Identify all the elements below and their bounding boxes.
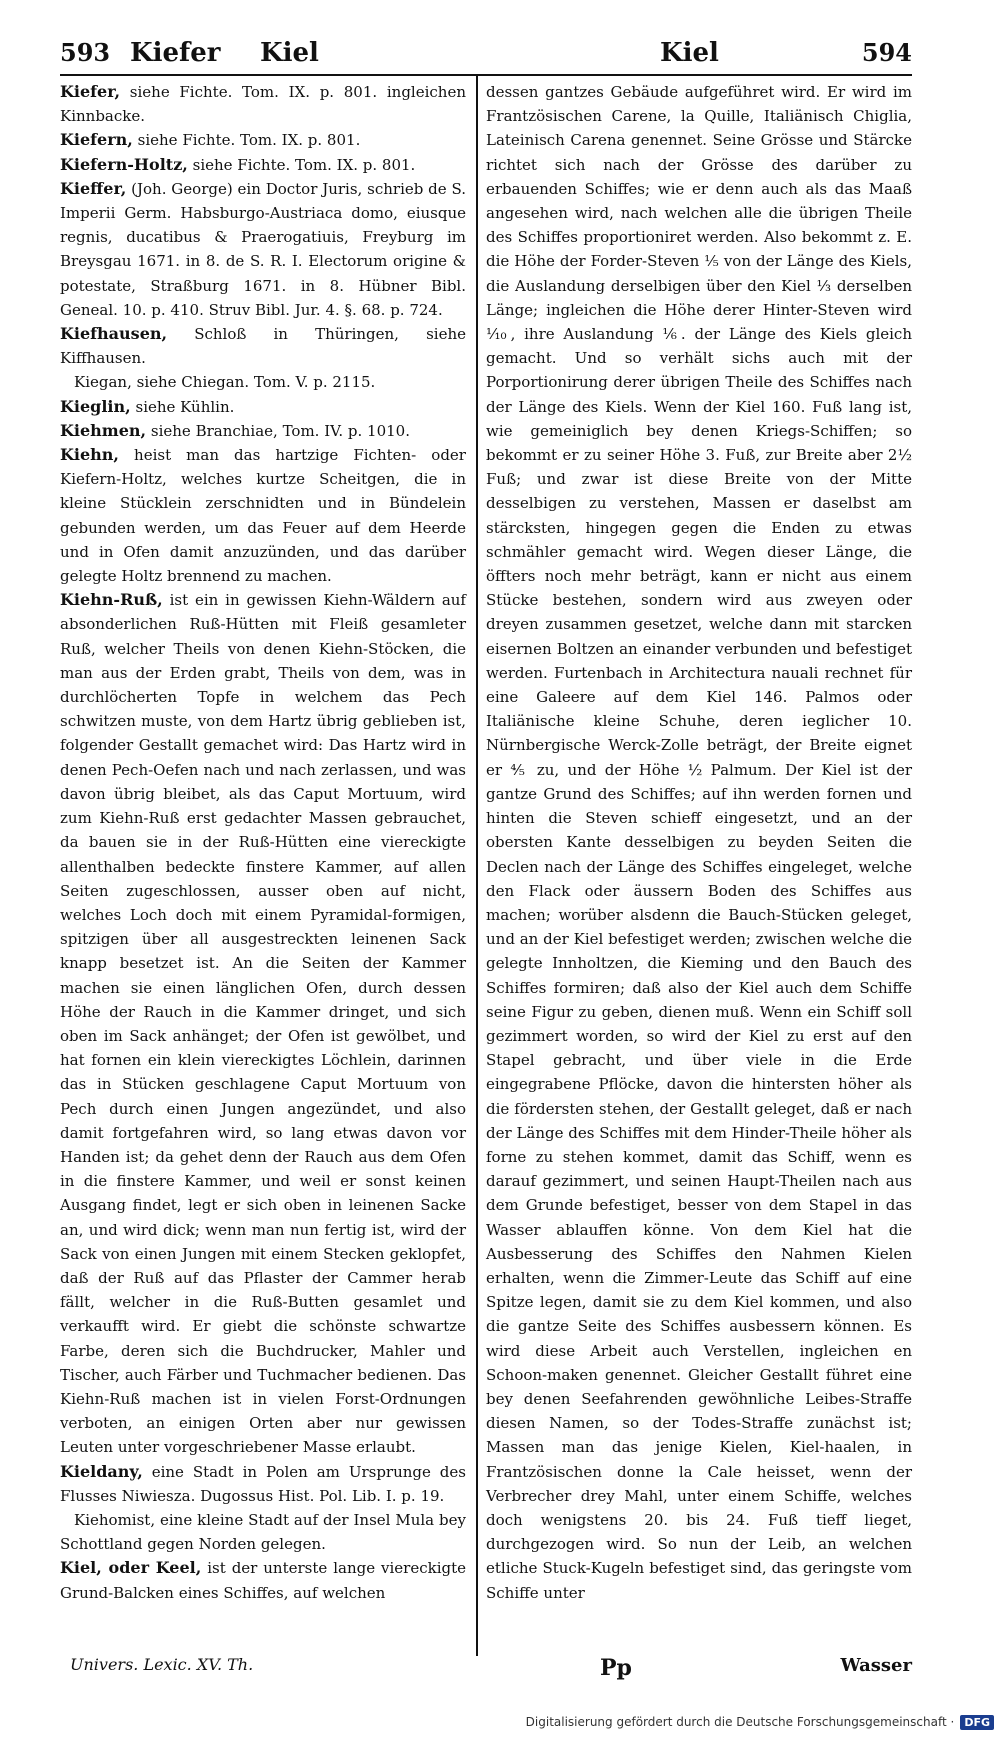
dictionary-entry bbox=[60, 322, 466, 370]
entry-text: Kiehomist, eine kleine Stadt auf der Insel Mula bey Schottland gegen Norden gelegen. bbox=[60, 1510, 466, 1554]
dictionary-entry bbox=[60, 80, 466, 128]
column-divider bbox=[476, 76, 478, 1656]
source-note: Univers. Lexic. XV. Th. bbox=[70, 1655, 254, 1674]
dfg-logo: DFG bbox=[960, 1715, 994, 1730]
dictionary-entry bbox=[60, 588, 466, 1459]
entry-lemma: Kieffer, bbox=[60, 178, 127, 198]
entry-text: eine Stadt in Polen am Ursprunge des Flusses Niwiesza. Dugossus Hist. Pol. Lib. I. p. 19. bbox=[60, 1462, 466, 1505]
entry-text: heist man das hartzige Fichten- oder Kiefern-Holtz, welches kurtze Scheitgen, die in kleine Stücklein zerschnidten und in Bündelein gebunden werden, um das Feuer auf dem Heerde und in Ofen damit anzuzünden, und das darüber gelegte Holtz brennend zu machen. bbox=[60, 446, 466, 586]
entry-lemma: Kiefern, bbox=[60, 130, 133, 150]
dictionary-entry bbox=[486, 80, 912, 1605]
entry-lemma: Kiel, oder Keel, bbox=[60, 1558, 202, 1578]
header-rule bbox=[60, 74, 912, 76]
entry-text: siehe Fichte. Tom. IX. p. 801. ingleichen Kinnbacke. bbox=[60, 83, 466, 126]
page-number-left: 593 bbox=[60, 38, 111, 67]
entry-text: dessen gantzes Gebäude aufgeführet wird. Er wird im Frantzösischen Carene, la Quille, Italiänisch Chiglia, Lateinisch Carena genennet. Seine Grösse und Stärcke richtet sich nach der Grösse des darüber zu erbauenden Schiffes; wie er denn auch als das Maaß angesehen wird, nach welchen alle die übrigen Theile des Schiffes proportioniret werden. Also bekommt z. E. die Höhe der Forder-Steven ⅕ von der Länge des Kiels, die Auslandung derselbigen über den Kiel ⅓ derselben Länge; ingleichen die Höhe derer Hinter-Steven wird ⅒, ihre Auslandung ⅙. der Länge des Kiels gleich gemacht. Und so verhält sichs auch mit der Porportionirung derer übrigen Theile des Schiffes nach der Länge des Kiels. Wenn der Kiel 160. Fuß lang ist, wie gemeiniglich bey denen Kriegs-Schiffen; so bekommt er zu seiner Höhe 3. Fuß, zur Breite aber 2½ Fuß; und zwar ist diese Breite von der Mitte desselbigen zu verstehen, Massen er daselbst am stärcksten, hingegen gegen die Enden zu etwas schmähler gemacht wird. Wegen dieser Länge, die öffters noch mehr beträgt, kann er nicht aus einem Stücke bestehen, sondern wird aus zweyen oder dreyen zusammen gesetzet, welche dann mit starcken eisernen Boltzen an einander verbunden und befestiget werden. Furtenbach in Architectura nauali rechnet für eine Galeere auf dem Kiel 146. Palmos oder Italiänische kleine Schuhe, deren ieglicher 10. Nürnbergische Werck-Zolle beträgt, der Breite eignet er ⅘ zu, und der Höhe ½ Palmum. Der Kiel ist der gantze Grund des Schiffes; auf ihn werden fornen und hinten die Steven schieff eingesetzt, und an der obersten Kante desselbigen zu beyden Seiten die Declen nach der Länge des Schiffes eingeleget, welche den Flack oder äussern Boden des Schiffes aus machen; worüber alsdenn die Bauch-Stücken geleget, und an der Kiel befestiget werden; zwischen welche die gelegte Innholtzen, die Kieming und den Bauch des Schiffes formiren; daß also der Kiel auch dem Schiffe seine Figur zu geben, dienen muß. Wenn ein Schiff soll gezimmert worden, so wird der Kiel zu erst auf den Stapel gebracht, und über viele in die Erde eingegrabene Pflöcke, davon die hintersten höher als die fördersten stehen, der Gestallt geleget, daß er nach der Länge des Schiffes mit dem Hinder-Theile höher als forne zu stehen kommet, damit das Schiff, wenn es darauf gezimmert, und seinen Haupt-Theilen nach aus dem Grunde befestiget, besser von dem Stapel in das Wasser ablauffen könne. Von dem Kiel hat die Ausbesserung des Schiffes den Nahmen Kielen erhalten, wenn die Zimmer-Leute das Schiff auf eine Spitze legen, damit sie zu dem Kiel kommen, und also die gantze Seite des Schiffes ausbessern können. Es wird diese Arbeit auch Verstellen, ingleichen en Schoon-maken genennet. Gleicher Gestallt führet eine bey denen Seefahrenden gewöhnliche Leibes-Straffe diesen Namen, so der Todes-Straffe zunächst ist; Massen man das jenige Kielen, Kiel-haalen, in Frantzösischen donne la Cale heisset, wenn der Verbrecher drey Mahl, unter einem Schiffe, welches doch wenigstens 20. bis 24. Fuß tieff lieget, durchgezogen wird. So nun der Leib, an welchen etliche Stuck-Kugeln befestiget sind, das geringste vom Schiffe unter bbox=[486, 83, 912, 1602]
entry-text: siehe Branchiae, Tom. IV. p. 1010. bbox=[150, 421, 410, 440]
dictionary-entry bbox=[60, 443, 466, 588]
entry-text: ist der unterste lange viereckigte Grund-Balcken eines Schiffes, auf welchen bbox=[60, 1559, 466, 1602]
entry-text: siehe Kühlin. bbox=[135, 397, 235, 416]
dictionary-entry bbox=[60, 128, 466, 152]
page-number-right: 594 bbox=[861, 38, 912, 67]
funding-text: Digitalisierung gefördert durch die Deutsche Forschungsgemeinschaft · bbox=[525, 1715, 955, 1729]
headword-left-second: Kiel bbox=[260, 38, 319, 68]
entry-text: Schloß in Thüringen, siehe Kiffhausen. bbox=[60, 325, 466, 368]
dictionary-entry bbox=[60, 1460, 466, 1508]
entry-lemma: Kiehmen, bbox=[60, 420, 147, 440]
catchword: Wasser bbox=[840, 1655, 912, 1676]
dictionary-entry bbox=[60, 395, 466, 419]
entry-text: ist ein in gewissen Kiehn-Wäldern auf absonderlichen Ruß-Hütten mit Fleiß gesamleter Ruß, welcher Theils von denen Kiehn-Stöcken, die man aus der Erden grabt, Theils von dem, was in durchlöcherten Topfe in welchem das Pech schwitzen muste, von dem Hartz übrig geblieben ist, folgender Gestallt gemachet wird: Das Hartz wird in denen Pech-Oefen nach und nach zerlassen, und was davon übrig bleibet, als das Caput Mortuum, wird zum Kiehn-Ruß erst gedachter Massen gebrauchet, da bauen sie in der Ruß-Hütten eine viereckigte allenthalben bedeckte finstere Kammer, auf allen Seiten zugeschlossen, ausser oben auf nicht, welches Loch doch mit einem Pyramidal-formigen, spitzigen über all ausgestreckten leinenen Sack knapp besetzet ist. An die Seiten der Kammer machen sie einen länglichen Ofen, durch dessen Höhe der Rauch in die Kammer dringet, und sich oben im Sack anhänget; der Ofen ist gewölbet, und hat fornen ein klein viereckigtes Löchlein, darinnen das in Stücken geschlagene Caput Mortuum von Pech durch einen Jungen angezündet, und also damit fortgefahren wird, so lang etwas davon vor Handen ist; da gehet denn der Rauch aus dem Ofen in die finstere Kammer, und weil er sonst keinen Ausgang findet, legt er sich oben in leinenen Sacke an, und wird dick; wenn man nun fertig ist, wird der Sack von einen Jungen mit einem Stecken geklopfet, daß der Ruß auf das Pflaster der Cammer herab fällt, welcher in die Ruß-Butten gesamlet und verkaufft wird. Er giebt die schönste schwartze Farbe, deren sich die Buchdrucker, Mahler und Tischer, auch Färber und Tuchmacher bedienen. Das Kiehn-Ruß machen ist in vielen Forst-Ordnungen verboten, an einigen Orten aber nur gewissen Leuten unter vorgeschriebener Masse erlaubt. bbox=[60, 591, 466, 1457]
entry-text: (Joh. George) ein Doctor Juris, schrieb de S. Imperii Germ. Habsburgo-Austriaca domo, eiusque regnis, ducatibus & Praerogatiuis, Freyburg im Breysgau 1671. in 8. de S. R. I. Electorum origine & potestate, Straßburg 1671. in 8. Hübner Bibl. Geneal. 10. p. 410. Struv Bibl. Jur. 4. §. 68. p. 724. bbox=[60, 179, 466, 319]
page-footer bbox=[60, 1655, 912, 1695]
entry-lemma: Kiefern-Holtz, bbox=[60, 154, 188, 174]
entry-text: siehe Fichte. Tom. IX. p. 801. bbox=[192, 155, 416, 174]
entry-lemma: Kiefer, bbox=[60, 82, 121, 101]
entry-lemma: Kiehn-Ruß, bbox=[60, 590, 163, 610]
headword-right: Kiel bbox=[660, 38, 719, 68]
signature-mark: Pp bbox=[600, 1655, 632, 1681]
dictionary-entry bbox=[60, 370, 466, 394]
dictionary-entry bbox=[60, 1508, 466, 1556]
dictionary-entry bbox=[60, 153, 466, 177]
entry-lemma: Kiefhausen, bbox=[60, 324, 168, 344]
entry-lemma: Kieldany, bbox=[60, 1461, 143, 1481]
entry-text: Kiegan, siehe Chiegan. Tom. V. p. 2115. bbox=[74, 373, 376, 392]
dictionary-entry bbox=[60, 419, 466, 443]
entry-text: siehe Fichte. Tom. IX. p. 801. bbox=[137, 131, 361, 150]
right-column bbox=[486, 80, 912, 1605]
dictionary-entry bbox=[60, 177, 466, 322]
dictionary-entry bbox=[60, 1556, 466, 1604]
left-column bbox=[60, 80, 466, 1605]
entry-lemma: Kiehn, bbox=[60, 445, 119, 465]
entry-lemma: Kieglin, bbox=[60, 396, 131, 416]
headword-left-first: Kiefer bbox=[130, 38, 221, 68]
funding-note bbox=[526, 1712, 994, 1732]
